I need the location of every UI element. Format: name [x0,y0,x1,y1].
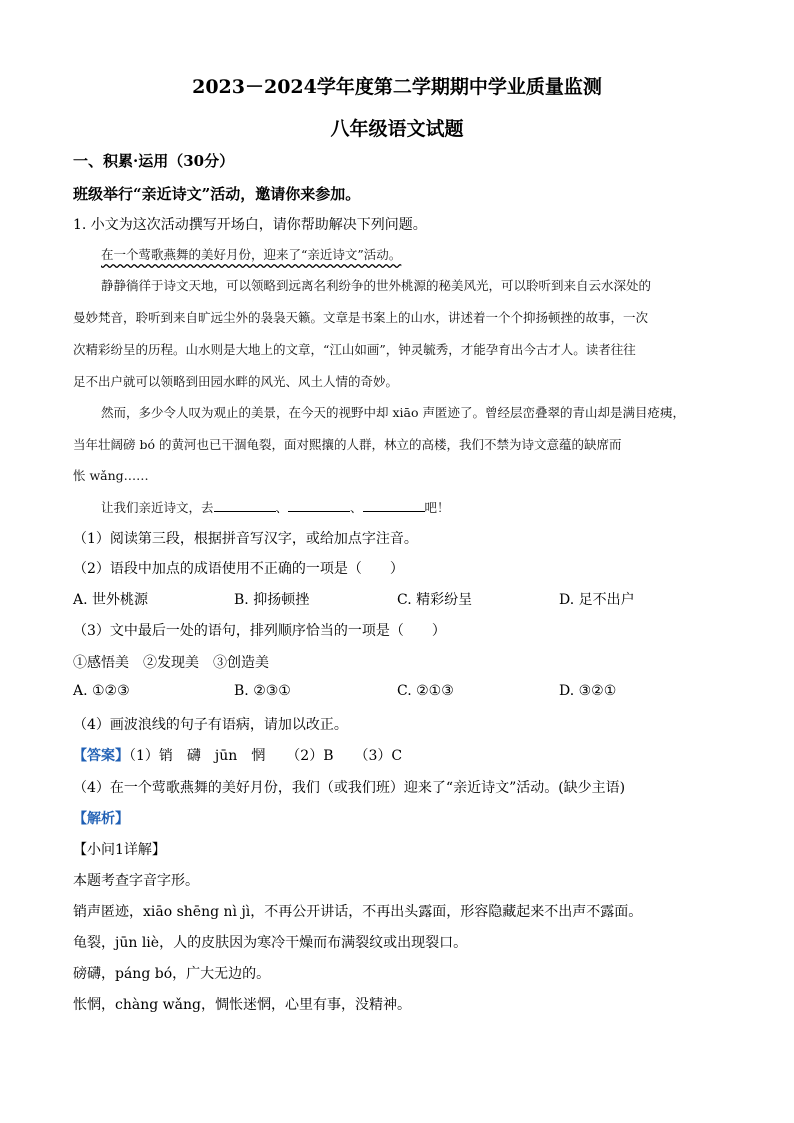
passage-p2-line1: 然而，多少令人叹为观止的美景，在今天的视野中却 xiāo 声匿迹了。曾经层峦叠翠的青山却是满目疮痍， [101,405,685,420]
q2-option-c: C. 精彩纷呈 [397,592,473,608]
passage-p2-line3: 怅 wǎng…… [73,468,149,483]
passage-p3-end: 吧！ [424,500,450,515]
passage-p1-line4: 足不出户就可以领略到田园水畔的风光、风土人情的奇妙。 [73,374,399,389]
question-1-prompt: 1. 小文为这次活动撰写开场白，请你帮助解决下列问题。 [73,217,427,233]
analysis-line-1: 本题考查字音字形。 [73,873,199,889]
sub-question-2: （2）语段中加点的成语使用不正确的一项是（ ） [73,561,404,577]
exam-subtitle: 八年级语文试题 [330,118,464,140]
q3-option-c: C. ②①③ [397,683,454,699]
wavy-sentence [101,245,401,263]
wavy-sentence-text: 在一个莺歌燕舞的美好月份，迎来了“亲近诗文”活动。 [101,247,402,262]
blank-separator-1: 、 [275,500,289,515]
q3-option-b: B. ②③① [234,683,291,699]
sub-question-1: （1）阅读第三段，根据拼音写汉字，或给加点字注音。 [73,531,418,547]
q2-option-d: D. 足不出户 [559,592,635,608]
analysis-line-5: 怅惘，chàng wǎng，惆怅迷惘，心里有事，没精神。 [73,997,411,1013]
analysis-line-3: 龟裂，jūn liè，人的皮肤因为寒冷干燥而布满裂纹或出现裂口。 [73,935,468,951]
passage-p1-line3: 次精彩纷呈的历程。山水则是大地上的文章，“江山如画”，钟灵毓秀，才能孕育出今古才人。读者往往 [73,342,636,357]
sub-question-3: （3）文中最后一处的语句，排列顺序恰当的一项是（ ） [73,623,446,639]
passage-p2-line2: 当年壮阔磅 bó 的黄河也已干涸龟裂，面对熙攘的人群，林立的高楼，我们不禁为诗文意蕴的缺席而 [73,437,622,452]
analysis-subheading: 【小问1详解】 [73,842,166,858]
q3-option-d: D. ③②① [559,683,617,699]
passage-p1-line1: 静静徜徉于诗文天地，可以领略到远离名利纷争的世外桃源的秘美风光，可以聆听到来自云水深处的 [101,278,652,293]
passage-p3 [101,498,450,516]
blank-separator-2: 、 [350,500,363,515]
answer-line-2: （4）在一个莺歌燕舞的美好月份，我们（或我们班）迎来了“亲近诗文”活动。(缺少主语) [73,780,626,796]
q2-option-a: A. 世外桃源 [73,592,149,608]
analysis-line-4: 磅礴，páng bó，广大无边的。 [73,966,271,982]
analysis-line-2: 销声匿迹，xiāo shēng nì jì，不再公开讲话，不再出头露面，形容隐藏起来不出声不露面。 [73,904,643,920]
activity-intro: 班级举行“亲近诗文”活动，邀请你来参加。 [73,185,361,203]
q3-option-a: A. ①②③ [73,683,130,699]
answer-line-1 [73,745,402,765]
sub-question-4: （4）画波浪线的句子有语病，请加以改正。 [73,717,348,733]
fill-blank-1[interactable] [214,499,276,512]
section-heading: 一、积累·运用（30分） [73,152,235,170]
q3-items: ①感悟美 ②发现美 ③创造美 [73,655,269,671]
answer-text: （1）销 礴 jūn 惘 （2）B （3）C [129,748,403,764]
exam-title: 2023－2024学年度第二学期期中学业质量监测 [192,76,602,98]
passage-p3-start: 让我们亲近诗文，去 [101,500,214,515]
passage-p1-line2: 曼妙梵音，聆听到来自旷远尘外的袅袅天籁。文章是书案上的山水，讲述着一个个抑扬顿挫的故事，一次 [73,310,649,325]
q2-option-b: B. 抑扬顿挫 [234,592,310,608]
analysis-label: 【解析】 [73,811,129,827]
fill-blank-2[interactable] [288,499,350,512]
fill-blank-3[interactable] [363,499,425,512]
answer-label: 【答案】 [73,748,129,764]
